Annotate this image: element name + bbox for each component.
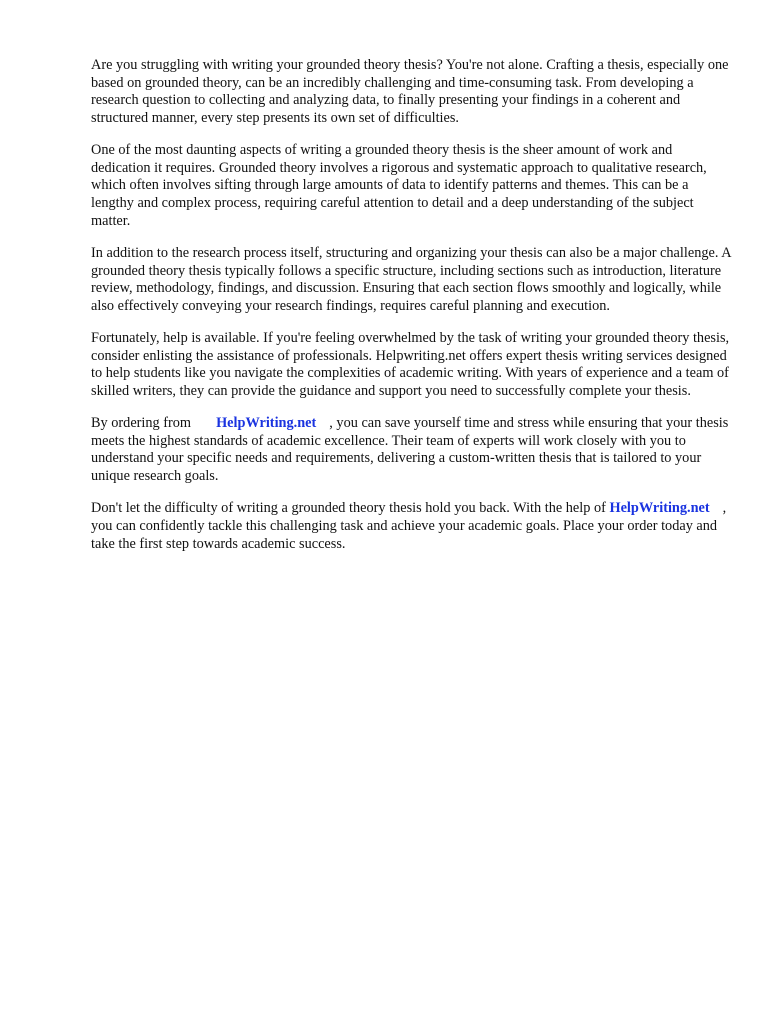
paragraph-help: Fortunately, help is available. If you're feeling overwhelmed by the task of writing your grounded theory thesis, consider enlisting the assistance of professionals. Helpwriting.net offers expert thesis writing services designed to help students like you navigate the complexities of academic writing. With years of experience and a team of skilled writers, they can provide the guidance and support you need to successfully complete your thesis. [91, 330, 730, 399]
paragraph-challenges: One of the most daunting aspects of writing a grounded theory thesis is the sheer amount of work and dedication it requires. Grounded theory involves a rigorous and systematic approach to qualitative research, which often involves sifting through large amounts of data to identify patterns and themes. This can be a lengthy and complex process, requiring careful attention to detail and a deep understanding of the subject matter. [91, 142, 707, 229]
paragraph-closing-rest: , you can confidently tackle this challenging task and achieve your academic goals. Place your order today and take the first step towards academic success. [91, 500, 727, 552]
paragraph-structure: In addition to the research process itself, structuring and organizing your thesis can also be a major challenge. A grounded theory thesis typically follows a specific structure, including sections such as introduction, literature review, methodology, findings, and discussion. Ensuring that each section flows smoothly and logically, while also effectively conveying your research findings, requires careful planning and execution. [91, 244, 731, 314]
paragraph-intro: Are you struggling with writing your grounded theory thesis? You're not alone. Crafting a thesis, especially one based on grounded theory, can be an incredibly challenging and time-consuming task. From developing a research question to collecting and analyzing data, to finally presenting your findings in a coherent and structured manner, every step presents its own set of difficulties. [91, 57, 729, 126]
paragraph-ordering-lead: By ordering from [91, 415, 192, 432]
helpwriting-link[interactable]: HelpWriting.net [216, 415, 317, 432]
paragraph-closing-lead: Don't let the difficulty of writing a grounded theory thesis hold you back. With the help of [91, 500, 606, 517]
document-page [91, 57, 731, 568]
helpwriting-link-closing[interactable]: HelpWriting.net [609, 500, 710, 517]
paragraph-ordering-rest: , you can save yourself time and stress while ensuring that your thesis meets the highest standards of academic excellence. Their team of experts will work closely with you to understand your specific needs and requirements, delivering a custom-written thesis that is tailored to your unique research goals. [91, 415, 729, 485]
paragraph-closing [91, 500, 731, 553]
paragraph-ordering [91, 415, 731, 485]
